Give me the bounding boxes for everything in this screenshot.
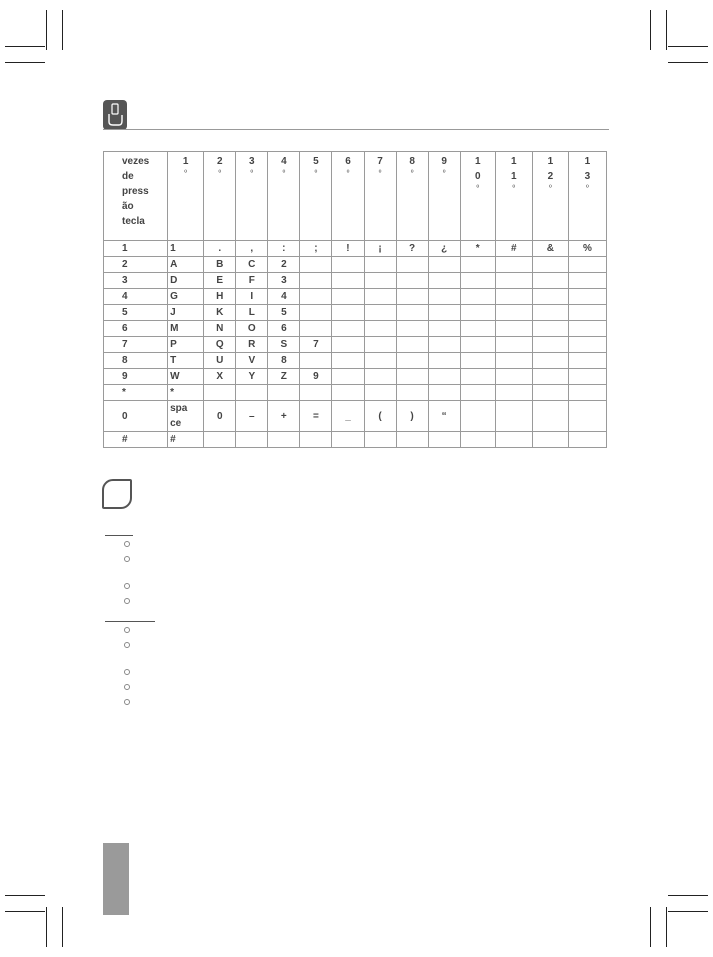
press-digit: 8 bbox=[409, 156, 415, 167]
character-cell: ¿ bbox=[428, 241, 460, 257]
character-cell: G bbox=[168, 289, 204, 305]
table-row bbox=[104, 257, 607, 273]
character-cell bbox=[568, 273, 606, 289]
press-digit: 2 bbox=[216, 156, 223, 167]
character-cell: F bbox=[236, 273, 268, 289]
crop-mark bbox=[5, 62, 45, 63]
character-cell: # bbox=[168, 432, 204, 448]
ordinal-suffix: º bbox=[586, 185, 589, 192]
crop-mark bbox=[5, 46, 45, 47]
character-cell: W bbox=[168, 369, 204, 385]
press-number-header bbox=[532, 152, 568, 241]
header-label-line: vezes bbox=[122, 156, 150, 167]
press-digit: 1 bbox=[584, 156, 591, 167]
crop-mark bbox=[5, 911, 45, 912]
table-header-row bbox=[104, 152, 607, 241]
character-cell bbox=[332, 305, 364, 321]
page-side-tab bbox=[103, 843, 129, 915]
character-cell bbox=[396, 432, 428, 448]
key-cell: 9 bbox=[104, 369, 168, 385]
table-row bbox=[104, 432, 607, 448]
ordinal-suffix: º bbox=[442, 170, 446, 177]
character-cell bbox=[568, 321, 606, 337]
crop-mark bbox=[46, 10, 47, 50]
character-cell bbox=[364, 369, 396, 385]
character-cell bbox=[396, 321, 428, 337]
ordinal-suffix: º bbox=[218, 170, 221, 177]
character-cell: 7 bbox=[300, 337, 332, 353]
character-cell bbox=[460, 305, 495, 321]
character-cell bbox=[495, 257, 532, 273]
character-cell bbox=[495, 273, 532, 289]
character-cell: T bbox=[168, 353, 204, 369]
character-cell bbox=[300, 257, 332, 273]
ordinal-suffix: º bbox=[378, 170, 382, 177]
table-row bbox=[104, 369, 607, 385]
press-digit: 1 bbox=[547, 156, 554, 167]
crop-mark bbox=[668, 911, 708, 912]
press-digit: 3 bbox=[249, 156, 255, 167]
character-cell bbox=[428, 257, 460, 273]
character-cell bbox=[396, 289, 428, 305]
character-cell bbox=[532, 321, 568, 337]
bullet-icon bbox=[124, 684, 130, 690]
character-cell: . bbox=[204, 241, 236, 257]
character-cell bbox=[568, 385, 606, 401]
character-cell bbox=[532, 353, 568, 369]
character-cell bbox=[332, 432, 364, 448]
table-row bbox=[104, 385, 607, 401]
character-cell bbox=[396, 257, 428, 273]
table-row bbox=[104, 305, 607, 321]
character-cell bbox=[495, 305, 532, 321]
table-row bbox=[104, 289, 607, 305]
character-cell: V bbox=[236, 353, 268, 369]
crop-mark bbox=[650, 907, 651, 947]
character-cell: H bbox=[204, 289, 236, 305]
bullet-icon bbox=[124, 699, 130, 705]
character-cell bbox=[332, 257, 364, 273]
character-cell bbox=[460, 353, 495, 369]
ordinal-suffix: º bbox=[476, 185, 479, 192]
character-cell bbox=[532, 337, 568, 353]
press-digit: 2 bbox=[547, 171, 554, 182]
character-cell bbox=[332, 273, 364, 289]
key-cell: # bbox=[104, 432, 168, 448]
character-cell bbox=[332, 385, 364, 401]
character-cell: 6 bbox=[268, 321, 300, 337]
table-row bbox=[104, 337, 607, 353]
character-cell bbox=[396, 273, 428, 289]
character-cell bbox=[332, 353, 364, 369]
ordinal-suffix: º bbox=[184, 170, 187, 177]
character-cell bbox=[364, 321, 396, 337]
character-cell bbox=[460, 321, 495, 337]
character-cell: , bbox=[236, 241, 268, 257]
character-cell: ? bbox=[396, 241, 428, 257]
character-cell bbox=[460, 401, 495, 432]
press-digit: 4 bbox=[281, 156, 287, 167]
character-cell: J bbox=[168, 305, 204, 321]
press-number-header bbox=[460, 152, 495, 241]
press-number-header bbox=[332, 152, 364, 241]
character-cell: * bbox=[460, 241, 495, 257]
character-cell bbox=[364, 289, 396, 305]
character-cell: L bbox=[236, 305, 268, 321]
character-cell bbox=[460, 432, 495, 448]
character-cell: + bbox=[268, 401, 300, 432]
crop-mark bbox=[62, 10, 63, 50]
character-cell bbox=[236, 432, 268, 448]
press-number-header bbox=[268, 152, 300, 241]
character-cell bbox=[396, 305, 428, 321]
crop-mark bbox=[668, 46, 708, 47]
press-digit: 9 bbox=[441, 156, 447, 167]
press-digit: 6 bbox=[345, 156, 351, 167]
character-cell bbox=[300, 273, 332, 289]
press-digit: 5 bbox=[313, 156, 319, 167]
character-cell bbox=[428, 432, 460, 448]
character-cell bbox=[460, 337, 495, 353]
press-number-header bbox=[428, 152, 460, 241]
bullet-icon bbox=[124, 541, 130, 547]
character-cell: 2 bbox=[268, 257, 300, 273]
character-cell: N bbox=[204, 321, 236, 337]
crop-mark bbox=[666, 10, 667, 50]
header-label-line: tecla bbox=[122, 216, 145, 227]
character-cell bbox=[428, 289, 460, 305]
bullet-icon bbox=[124, 556, 130, 562]
character-cell bbox=[204, 432, 236, 448]
bullet-icon bbox=[124, 627, 130, 633]
character-cell bbox=[460, 289, 495, 305]
crop-mark bbox=[46, 907, 47, 947]
press-number-header bbox=[236, 152, 268, 241]
crop-mark bbox=[668, 62, 708, 63]
character-cell bbox=[300, 289, 332, 305]
header-label-line: press bbox=[122, 186, 149, 197]
character-cell: U bbox=[204, 353, 236, 369]
character-cell: 0 bbox=[204, 401, 236, 432]
press-number-header bbox=[495, 152, 532, 241]
character-cell: P bbox=[168, 337, 204, 353]
table-row bbox=[104, 321, 607, 337]
key-cell: 6 bbox=[104, 321, 168, 337]
press-number-header bbox=[396, 152, 428, 241]
crop-mark bbox=[666, 907, 667, 947]
press-digit: 7 bbox=[377, 156, 383, 167]
character-cell: : bbox=[268, 241, 300, 257]
character-cell bbox=[300, 385, 332, 401]
press-number-header bbox=[300, 152, 332, 241]
character-cell bbox=[460, 257, 495, 273]
character-cell bbox=[428, 369, 460, 385]
bullet-icon bbox=[124, 642, 130, 648]
note-icon bbox=[102, 479, 132, 509]
character-cell: S bbox=[268, 337, 300, 353]
character-cell: R bbox=[236, 337, 268, 353]
character-cell: spa ce bbox=[168, 401, 204, 432]
header-label-line: ão bbox=[122, 201, 134, 212]
press-digit: 0 bbox=[474, 171, 481, 182]
character-cell bbox=[236, 385, 268, 401]
character-cell bbox=[532, 432, 568, 448]
character-cell bbox=[364, 432, 396, 448]
press-count-label bbox=[104, 152, 168, 241]
character-cell bbox=[300, 305, 332, 321]
character-cell: Z bbox=[268, 369, 300, 385]
character-cell bbox=[428, 305, 460, 321]
character-cell bbox=[396, 353, 428, 369]
section-header-rule bbox=[103, 129, 609, 130]
character-cell bbox=[495, 432, 532, 448]
character-cell bbox=[332, 321, 364, 337]
character-cell: X bbox=[204, 369, 236, 385]
ordinal-suffix: º bbox=[250, 170, 254, 177]
crop-mark bbox=[62, 907, 63, 947]
character-cell: ) bbox=[396, 401, 428, 432]
ordinal-suffix: º bbox=[346, 170, 350, 177]
crop-mark bbox=[5, 895, 45, 896]
key-cell: 5 bbox=[104, 305, 168, 321]
character-cell bbox=[396, 385, 428, 401]
character-cell: % bbox=[568, 241, 606, 257]
subsection-rule bbox=[105, 535, 133, 536]
character-cell bbox=[532, 289, 568, 305]
subsection-rule bbox=[105, 621, 155, 622]
crop-mark bbox=[668, 895, 708, 896]
bullet-icon bbox=[124, 669, 130, 675]
press-digit: 1 bbox=[474, 156, 481, 167]
character-cell: 3 bbox=[268, 273, 300, 289]
bullet-icon bbox=[124, 598, 130, 604]
character-cell bbox=[428, 273, 460, 289]
character-cell: ; bbox=[300, 241, 332, 257]
character-cell: K bbox=[204, 305, 236, 321]
table-row bbox=[104, 241, 607, 257]
ordinal-suffix: º bbox=[282, 170, 286, 177]
character-cell bbox=[532, 385, 568, 401]
character-cell: 5 bbox=[268, 305, 300, 321]
character-cell bbox=[428, 353, 460, 369]
character-cell bbox=[495, 385, 532, 401]
character-cell: A bbox=[168, 257, 204, 273]
character-cell bbox=[332, 337, 364, 353]
character-cell: * bbox=[168, 385, 204, 401]
character-cell bbox=[364, 385, 396, 401]
character-cell: “ bbox=[428, 401, 460, 432]
character-cell: C bbox=[236, 257, 268, 273]
crop-mark bbox=[650, 10, 651, 50]
character-cell bbox=[532, 257, 568, 273]
hand-phone-icon bbox=[103, 100, 127, 130]
character-cell: Q bbox=[204, 337, 236, 353]
press-number-header bbox=[568, 152, 606, 241]
character-cell bbox=[495, 369, 532, 385]
character-cell bbox=[568, 432, 606, 448]
character-cell: Y bbox=[236, 369, 268, 385]
character-cell bbox=[495, 289, 532, 305]
character-cell bbox=[568, 289, 606, 305]
character-cell bbox=[268, 432, 300, 448]
character-cell bbox=[568, 257, 606, 273]
character-cell bbox=[495, 401, 532, 432]
ordinal-suffix: º bbox=[314, 170, 318, 177]
table-row bbox=[104, 353, 607, 369]
character-cell bbox=[332, 369, 364, 385]
character-cell bbox=[532, 369, 568, 385]
character-cell: ¡ bbox=[364, 241, 396, 257]
character-cell: 9 bbox=[300, 369, 332, 385]
character-cell bbox=[364, 337, 396, 353]
character-cell: # bbox=[495, 241, 532, 257]
character-cell: B bbox=[204, 257, 236, 273]
character-cell: _ bbox=[332, 401, 364, 432]
character-cell bbox=[364, 305, 396, 321]
character-cell bbox=[268, 385, 300, 401]
character-cell bbox=[364, 257, 396, 273]
character-cell bbox=[495, 321, 532, 337]
character-cell bbox=[460, 369, 495, 385]
press-number-header bbox=[168, 152, 204, 241]
press-digit: 1 bbox=[511, 171, 517, 182]
key-cell: 0 bbox=[104, 401, 168, 432]
header-label-line: de bbox=[122, 171, 134, 182]
key-cell: 2 bbox=[104, 257, 168, 273]
character-cell: ! bbox=[332, 241, 364, 257]
character-cell bbox=[396, 369, 428, 385]
character-cell bbox=[364, 273, 396, 289]
character-cell: O bbox=[236, 321, 268, 337]
character-cell bbox=[568, 353, 606, 369]
key-cell: 8 bbox=[104, 353, 168, 369]
character-cell bbox=[568, 337, 606, 353]
key-cell: 4 bbox=[104, 289, 168, 305]
character-cell: ( bbox=[364, 401, 396, 432]
character-cell: M bbox=[168, 321, 204, 337]
character-cell: E bbox=[204, 273, 236, 289]
press-digit: 3 bbox=[584, 171, 591, 182]
character-cell: = bbox=[300, 401, 332, 432]
character-cell bbox=[204, 385, 236, 401]
character-cell bbox=[532, 273, 568, 289]
ordinal-suffix: º bbox=[549, 185, 552, 192]
press-digit: 1 bbox=[511, 156, 517, 167]
key-cell: 3 bbox=[104, 273, 168, 289]
character-cell bbox=[300, 432, 332, 448]
character-cell: & bbox=[532, 241, 568, 257]
character-cell: 1 bbox=[168, 241, 204, 257]
key-cell: 1 bbox=[104, 241, 168, 257]
character-cell bbox=[495, 337, 532, 353]
character-cell: 8 bbox=[268, 353, 300, 369]
character-cell: – bbox=[236, 401, 268, 432]
press-digit: 1 bbox=[182, 156, 189, 167]
character-cell bbox=[396, 337, 428, 353]
character-cell bbox=[568, 369, 606, 385]
character-cell bbox=[568, 401, 606, 432]
key-cell: * bbox=[104, 385, 168, 401]
character-cell bbox=[300, 321, 332, 337]
character-cell bbox=[428, 337, 460, 353]
character-cell bbox=[495, 353, 532, 369]
character-cell bbox=[364, 353, 396, 369]
ordinal-suffix: º bbox=[512, 185, 516, 192]
character-cell: D bbox=[168, 273, 204, 289]
character-cell: 4 bbox=[268, 289, 300, 305]
bullet-icon bbox=[124, 583, 130, 589]
character-cell bbox=[532, 401, 568, 432]
key-cell: 7 bbox=[104, 337, 168, 353]
character-cell bbox=[460, 385, 495, 401]
character-cell bbox=[568, 305, 606, 321]
character-cell bbox=[300, 353, 332, 369]
character-cell bbox=[532, 305, 568, 321]
character-cell bbox=[428, 385, 460, 401]
press-number-header bbox=[364, 152, 396, 241]
character-cell: I bbox=[236, 289, 268, 305]
table-row bbox=[104, 401, 607, 432]
press-number-header bbox=[204, 152, 236, 241]
character-cell bbox=[460, 273, 495, 289]
keypad-character-table bbox=[103, 151, 607, 448]
ordinal-suffix: º bbox=[410, 170, 414, 177]
character-cell bbox=[428, 321, 460, 337]
table-row bbox=[104, 273, 607, 289]
character-cell bbox=[332, 289, 364, 305]
